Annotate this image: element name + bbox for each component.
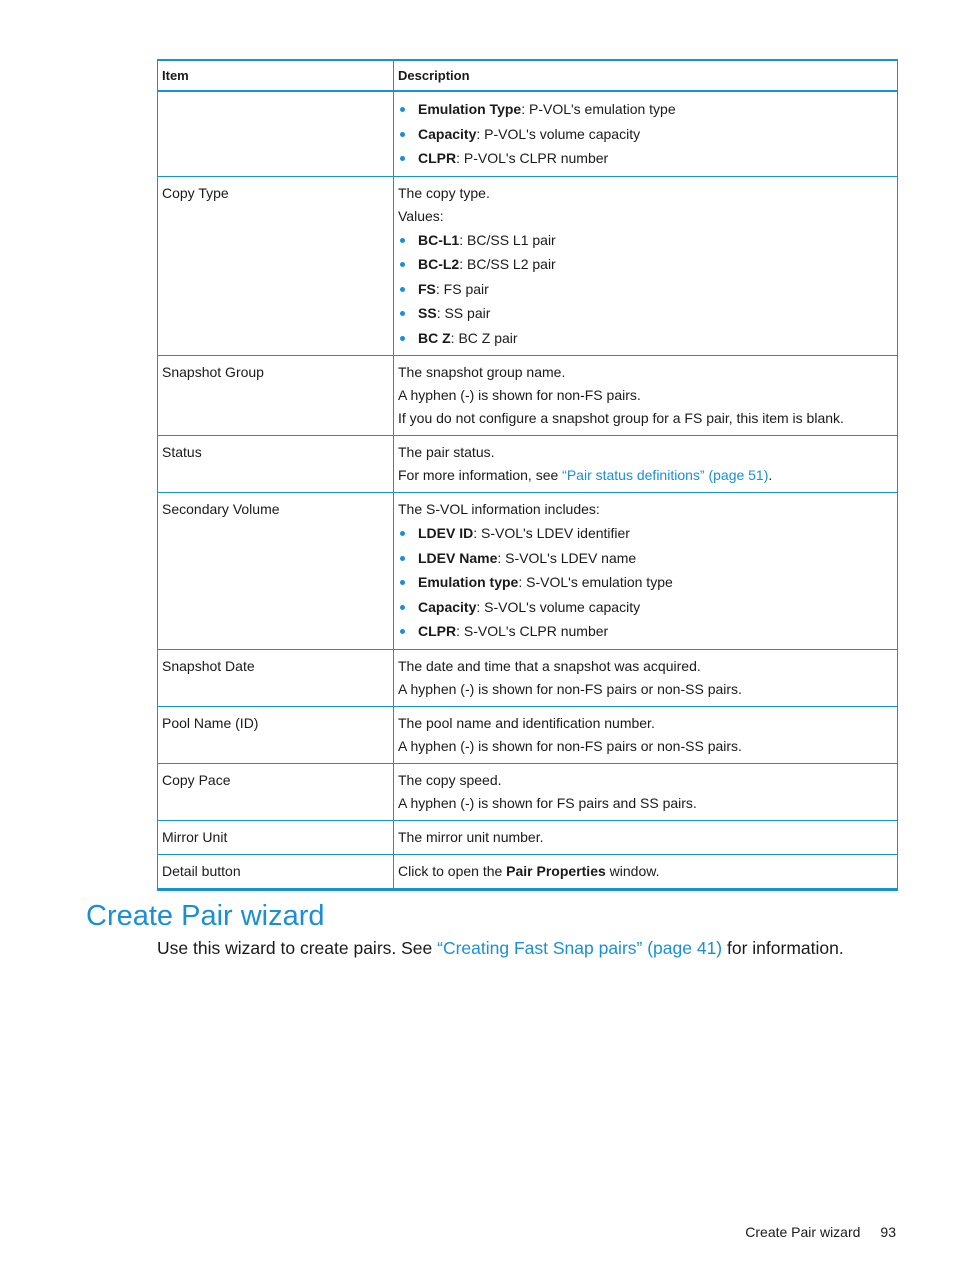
table-row <box>158 763 898 820</box>
list-item: BC-L2: BC/SS L2 pair <box>398 252 892 277</box>
bullet-icon <box>400 580 405 585</box>
bullet-icon <box>400 107 405 112</box>
table-row <box>158 356 898 436</box>
bullet-icon <box>400 556 405 561</box>
bullet-icon <box>400 336 405 341</box>
table-row <box>158 706 898 763</box>
table-row <box>158 493 898 650</box>
creating-fast-snap-pairs-link[interactable]: “Creating Fast Snap pairs” (page 41) <box>437 938 723 958</box>
item-cell: Pool Name (ID) <box>158 706 394 763</box>
description-cell <box>394 91 898 176</box>
description-cell: The mirror unit number. <box>394 820 898 854</box>
description-cell: The copy speed. A hyphen (-) is shown for FS pairs and SS pairs. <box>394 763 898 820</box>
item-cell: Snapshot Group <box>158 356 394 436</box>
header-description: Description <box>394 60 898 91</box>
item-cell: Snapshot Date <box>158 649 394 706</box>
bullet-icon <box>400 132 405 137</box>
item-cell: Status <box>158 436 394 493</box>
table-row <box>158 176 898 356</box>
bullet-list <box>398 97 892 171</box>
list-item: BC-L1: BC/SS L1 pair <box>398 228 892 253</box>
page-footer <box>745 1221 896 1243</box>
list-item: BC Z: BC Z pair <box>398 326 892 351</box>
list-item: LDEV Name: S-VOL's LDEV name <box>398 546 892 571</box>
description-cell: The date and time that a snapshot was acquired. A hyphen (-) is shown for non-FS pairs or non-SS pairs. <box>394 649 898 706</box>
list-item: CLPR: P-VOL's CLPR number <box>398 146 892 171</box>
list-item: Capacity: P-VOL's volume capacity <box>398 122 892 147</box>
list-item: SS: SS pair <box>398 301 892 326</box>
bullet-list <box>398 521 892 644</box>
page-number: 93 <box>880 1224 896 1240</box>
description-cell: The pair status. For more information, see “Pair status definitions” (page 51). <box>394 436 898 493</box>
bullet-list <box>398 228 892 351</box>
table-row <box>158 649 898 706</box>
description-cell: The pool name and identification number. A hyphen (-) is shown for non-FS pairs or non-SS pairs. <box>394 706 898 763</box>
description-cell: The snapshot group name. A hyphen (-) is shown for non-FS pairs. If you do not configure a snapshot group for a FS pair, this item is blank. <box>394 356 898 436</box>
bullet-icon <box>400 238 405 243</box>
table-row <box>158 436 898 493</box>
table-header-row <box>158 60 898 91</box>
list-item: Capacity: S-VOL's volume capacity <box>398 595 892 620</box>
bullet-icon <box>400 287 405 292</box>
item-cell: Secondary Volume <box>158 493 394 650</box>
item-cell: Copy Pace <box>158 763 394 820</box>
table-row <box>158 854 898 889</box>
properties-table <box>157 59 898 891</box>
pair-status-definitions-link[interactable]: “Pair status definitions” (page 51) <box>562 467 769 483</box>
description-cell: The copy type. Values: BC-L1: BC/SS L1 pair BC-L2: BC/SS L2 pair FS: FS pair SS: SS pair BC Z: BC Z pair <box>394 176 898 356</box>
item-cell <box>158 91 394 176</box>
header-item: Item <box>158 60 394 91</box>
list-item: Emulation type: S-VOL's emulation type <box>398 570 892 595</box>
section-intro: Use this wizard to create pairs. See “Creating Fast Snap pairs” (page 41) for information. <box>157 938 844 958</box>
list-item: Emulation Type: P-VOL's emulation type <box>398 97 892 122</box>
bullet-icon <box>400 262 405 267</box>
footer-title: Create Pair wizard <box>745 1224 861 1240</box>
list-item: CLPR: S-VOL's CLPR number <box>398 619 892 644</box>
bullet-icon <box>400 156 405 161</box>
description-cell: Click to open the Pair Properties window. <box>394 854 898 889</box>
item-cell: Detail button <box>158 854 394 889</box>
section-title: Create Pair wizard <box>86 900 325 932</box>
item-cell: Mirror Unit <box>158 820 394 854</box>
bullet-icon <box>400 531 405 536</box>
list-item: FS: FS pair <box>398 277 892 302</box>
table-row <box>158 820 898 854</box>
bullet-icon <box>400 311 405 316</box>
table-row <box>158 91 898 176</box>
list-item: LDEV ID: S-VOL's LDEV identifier <box>398 521 892 546</box>
item-cell: Copy Type <box>158 176 394 356</box>
description-cell: The S-VOL information includes: LDEV ID: S-VOL's LDEV identifier LDEV Name: S-VOL's LDEV name Emulation type: S-VOL's emulation type Capacity: S-VOL's volume capacity CLPR: S-VOL's CLPR number <box>394 493 898 650</box>
bullet-icon <box>400 629 405 634</box>
bullet-icon <box>400 605 405 610</box>
